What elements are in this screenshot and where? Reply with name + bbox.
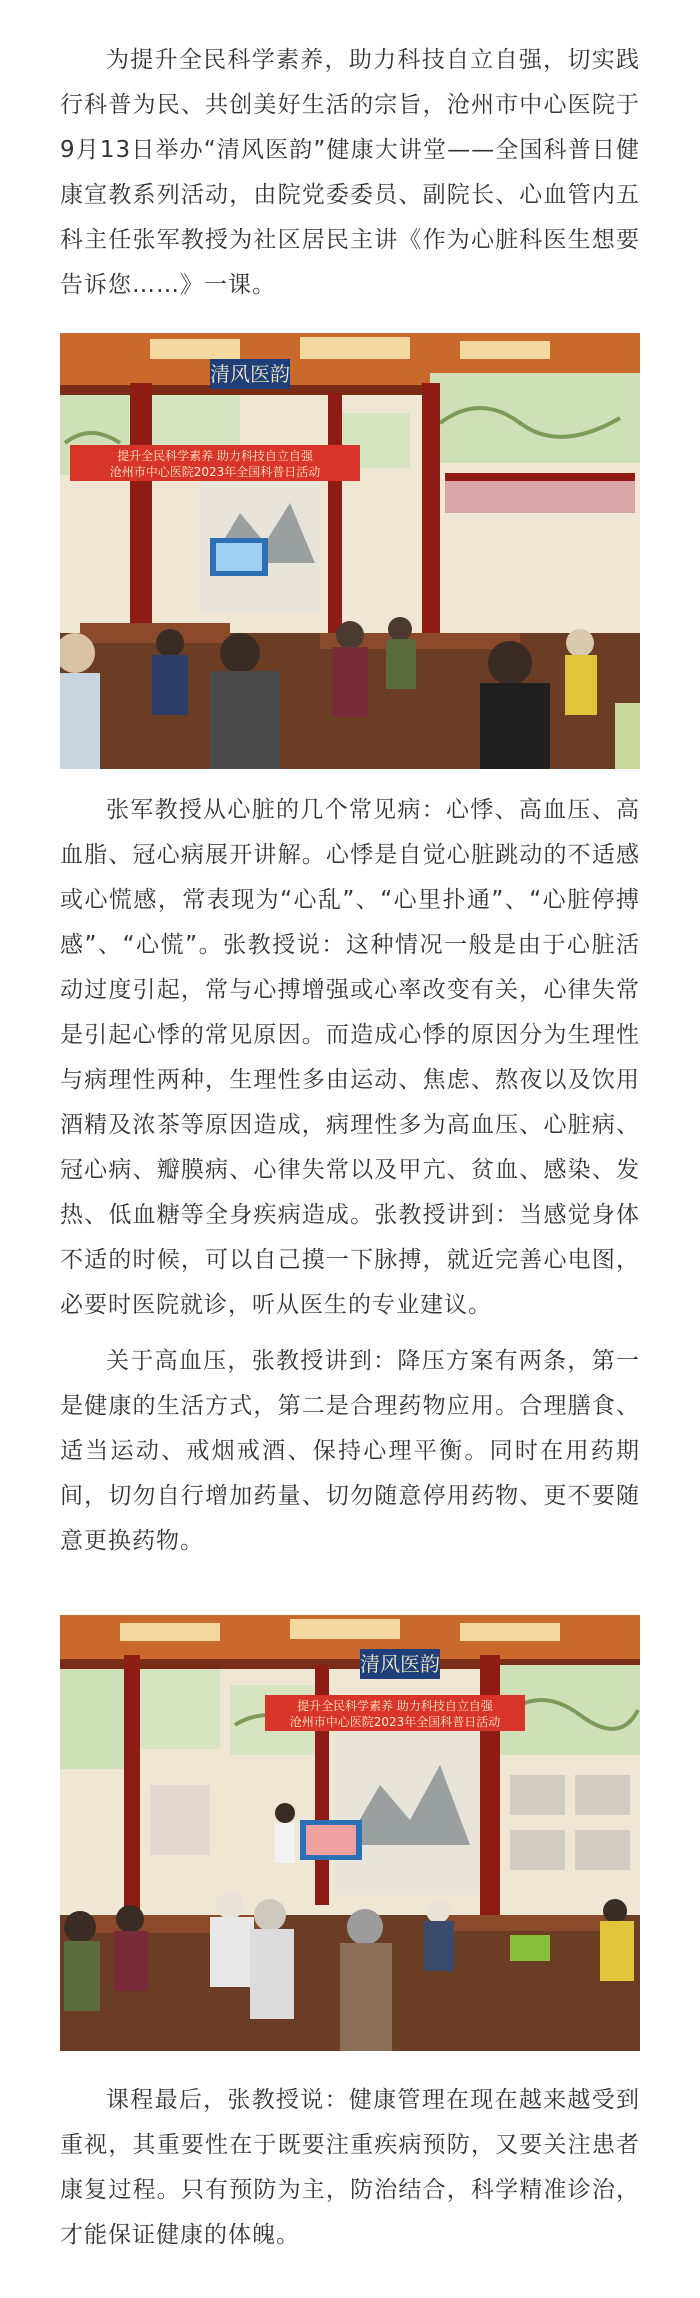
paragraph-hypertension: 关于高血压，张教授讲到：降压方案有两条，第一是健康的生活方式，第二是合理药物应用。合理膳食、适当运动、戒烟戒酒、保持心理平衡。同时在用药期间，切勿自行增加药量、切勿随意停用药物、更不要随意更换药物。 [60, 1348, 640, 1554]
plaque-text: 清风医韵 [210, 362, 290, 386]
event-photo-2 [60, 1615, 640, 2051]
paragraph-palpitations: 张军教授从心脏的几个常见病：心悸、高血压、高血脂、冠心病展开讲解。心悸是自觉心脏跳动的不适感或心慌感，常表现为“心乱”、“心里扑通”、“心脏停搏感”、“心慌”。张教授说：这种情况一般是由于心脏活动过度引起，常与心搏增强或心率改变有关，心律失常是引起心悸的常见原因。而造成心悸的原因分为生理性与病理性两种，生理性多由运动、焦虑、熬夜以及饮用酒精及浓茶等原因造成，病理性多为高血压、心脏病、冠心病、瓣膜病、心律失常以及甲亢、贫血、感染、发热、低血糖等全身疾病造成。张教授讲到：当感觉身体不适的时候，可以自己摸一下脉搏，就近完善心电图，必要时医院就诊，听从医生的专业建议。 [60, 797, 640, 1318]
banner-line-1: 提升全民科学素养 助力科技自立自强 [297, 1699, 493, 1713]
paragraph-conclusion: 课程最后，张教授说：健康管理在现在越来越受到重视，其重要性在于既要注重疾病预防，又要关注患者康复过程。只有预防为主，防治结合，科学精准诊治，才能保证健康的体魄。 [60, 2087, 640, 2248]
event-photo-1 [60, 333, 640, 769]
paragraph-intro: 为提升全民科学素养，助力科技自立自强，切实践行科普为民、共创美好生活的宗旨，沧州市中心医院于9月13日举办“清风医韵”健康大讲堂——全国科普日健康宣教系列活动，由院党委委员、副院长、心血管内五科主任张军教授为社区居民主讲《作为心脏科医生想要告诉您……》一课。 [60, 47, 640, 298]
banner-line-1: 提升全民科学素养 助力科技自立自强 [117, 449, 313, 463]
lecture-hall-photo [60, 333, 640, 769]
lecture-hall-photo [60, 1615, 640, 2051]
plaque-text: 清风医韵 [360, 1652, 440, 1676]
banner-line-2: 沧州市中心医院2023年全国科普日活动 [289, 1715, 501, 1729]
banner-line-2: 沧州市中心医院2023年全国科普日活动 [109, 465, 321, 479]
